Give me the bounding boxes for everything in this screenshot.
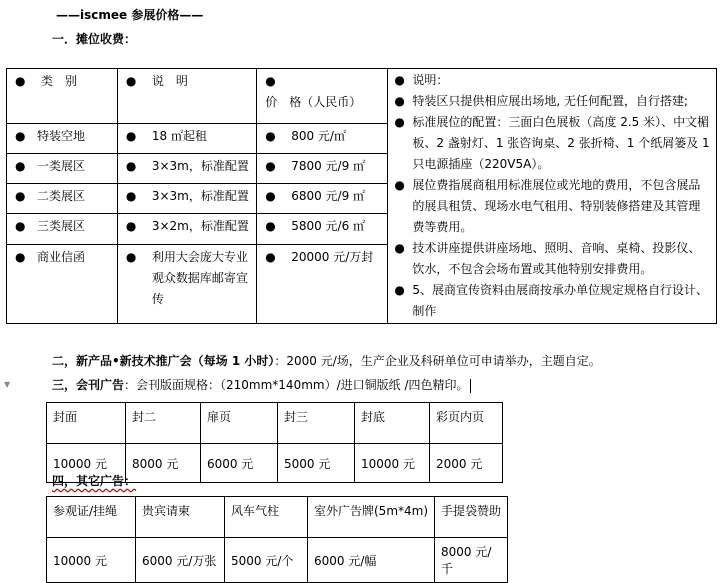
category-cell: 商业信函 [37, 249, 86, 264]
bullet-icon: ● [394, 73, 405, 87]
bullet-icon: ● [394, 115, 405, 129]
category-cell: 一类展区 [37, 159, 86, 174]
price-cell: 800 元/㎡ [291, 128, 346, 143]
bullet-icon: ● [125, 74, 137, 88]
table-row [47, 538, 508, 583]
price-cell: 7800 元/9 ㎡ [291, 159, 366, 174]
value-cell: 5000 元 [278, 444, 355, 483]
document-title: ——iscmee 参展价格—— [56, 8, 204, 22]
value-cell: 10000 元 [355, 444, 430, 483]
bullet-icon: ● [15, 74, 26, 88]
price-cell: 6800 元/9 ㎡ [291, 189, 366, 204]
section-booth-title: 一．摊位收费： [52, 32, 137, 46]
section-seminar [52, 352, 601, 369]
header-cell: 封底 [355, 403, 430, 444]
value-cell: 6000 元/幅 [308, 538, 435, 583]
bullet-icon: ● [125, 159, 137, 174]
note-text: 技术讲座提供讲座场地、照明、音响、桌椅、投影仪、饮水，不包含会场布置或其他特别安排费用。 [412, 241, 701, 276]
header-category: ● 类 别 [7, 69, 118, 124]
description-cell: 3×3m，标准配置 [151, 189, 249, 204]
note-text: 5、展商宣传资料由展商按承办单位规定规格自行设计、制作 [412, 283, 709, 318]
description-cell: 18 ㎡起租 [151, 128, 207, 143]
bullet-icon: ● [394, 94, 405, 108]
bullet-icon: ● [125, 219, 137, 234]
bullet-icon: ● [265, 128, 276, 143]
note-text: 展位费指展商租用标准展位或光地的费用，不包含展品的展具租赁、现场水电气租用、特别装修搭建及其管理费等费用。 [412, 178, 701, 234]
value-cell: 6000 元 [201, 444, 278, 483]
header-cell: 风车气柱 [225, 497, 308, 538]
section-magazine [52, 376, 471, 393]
header-cell: 彩页内页 [430, 403, 503, 444]
booth-price-table [6, 68, 717, 324]
bullet-icon: ● [15, 128, 26, 143]
category-cell: 三类展区 [37, 219, 86, 234]
header-cell: 封二 [126, 403, 201, 444]
section-other-title: 四，其它广告： [52, 474, 137, 488]
bullet-icon: ● [15, 249, 26, 264]
bullet-icon: ● [394, 283, 405, 297]
header-cell: 贵宾请柬 [136, 497, 225, 538]
value-cell: 2000 元 [430, 444, 503, 483]
category-cell: 二类展区 [37, 189, 86, 204]
description-cell: 利用大会庞大专业观众数据库邮寄宣传 [151, 249, 248, 306]
table-row [47, 497, 508, 538]
bullet-icon: ● [394, 241, 405, 255]
table-row [7, 69, 717, 124]
bullet-icon: ● [394, 178, 405, 192]
price-cell: 5800 元/6 ㎡ [291, 219, 366, 234]
bullet-icon: ● [265, 219, 276, 234]
bullet-icon: ● [15, 159, 26, 174]
header-cell: 封面 [47, 403, 126, 444]
section-seminar-text: ：2000 元/场，生产企业及科研单位可申请举办，主题自定。 [274, 354, 601, 368]
header-cell: 手提袋赞助 [435, 497, 508, 538]
header-cell: 扉页 [201, 403, 278, 444]
bullet-icon: ● [15, 219, 26, 234]
value-cell: 6000 元/万张 [136, 538, 225, 583]
note-text: 特装区只提供相应展出场地, 无任何配置，自行搭建; [412, 94, 689, 108]
bullet-icon: ● [265, 249, 276, 264]
section-magazine-label: 三，会刊广告 [52, 378, 125, 392]
bullet-icon: ● [265, 74, 276, 88]
value-cell: 10000 元 [47, 444, 126, 483]
bullet-icon: ● [125, 189, 137, 204]
notes-cell [388, 69, 717, 324]
bullet-icon: ● [125, 128, 137, 143]
note-text: 标准展位的配置：三面白色展板（高度 2.5 米）、中文楣板、2 盏射灯、1 张咨询桌、2 张折椅、1 个纸屑篓及 1 只电源插座（220V5A）。 [412, 115, 710, 171]
header-description: ● 说 明 [117, 69, 256, 124]
paragraph-caret-icon: ▼ [4, 380, 11, 389]
section-seminar-label: 二，新产品•新技术推广会（每场 1 小时） [52, 354, 275, 368]
value-cell: 5000 元/个 [225, 538, 308, 583]
header-price: ●价 格（人民币） [257, 69, 388, 124]
text-cursor [470, 379, 471, 393]
header-cell: 室外广告牌(5m*4m) [308, 497, 435, 538]
bullet-icon: ● [265, 189, 276, 204]
bullet-icon: ● [125, 249, 137, 264]
magazine-ad-table [46, 402, 503, 483]
value-cell: 10000 元 [47, 538, 136, 583]
header-cell: 封三 [278, 403, 355, 444]
bullet-icon: ● [265, 159, 276, 174]
section-magazine-text: ：会刊版面规格：（210mm*140mm）/进口铜版纸 /四色精印。 [124, 378, 469, 392]
price-cell: 20000 元/万封 [291, 249, 374, 264]
description-cell: 3×3m，标准配置 [151, 159, 249, 174]
bullet-icon: ● [15, 189, 26, 204]
header-cell: 参观证/挂绳 [47, 497, 136, 538]
table-row [47, 403, 503, 444]
category-cell: 特装空地 [37, 128, 86, 143]
note-text: 说明： [412, 73, 449, 87]
value-cell: 8000 元/千 [435, 538, 508, 583]
value-cell: 8000 元 [126, 444, 201, 483]
description-cell: 3×2m，标准配置 [151, 219, 249, 234]
